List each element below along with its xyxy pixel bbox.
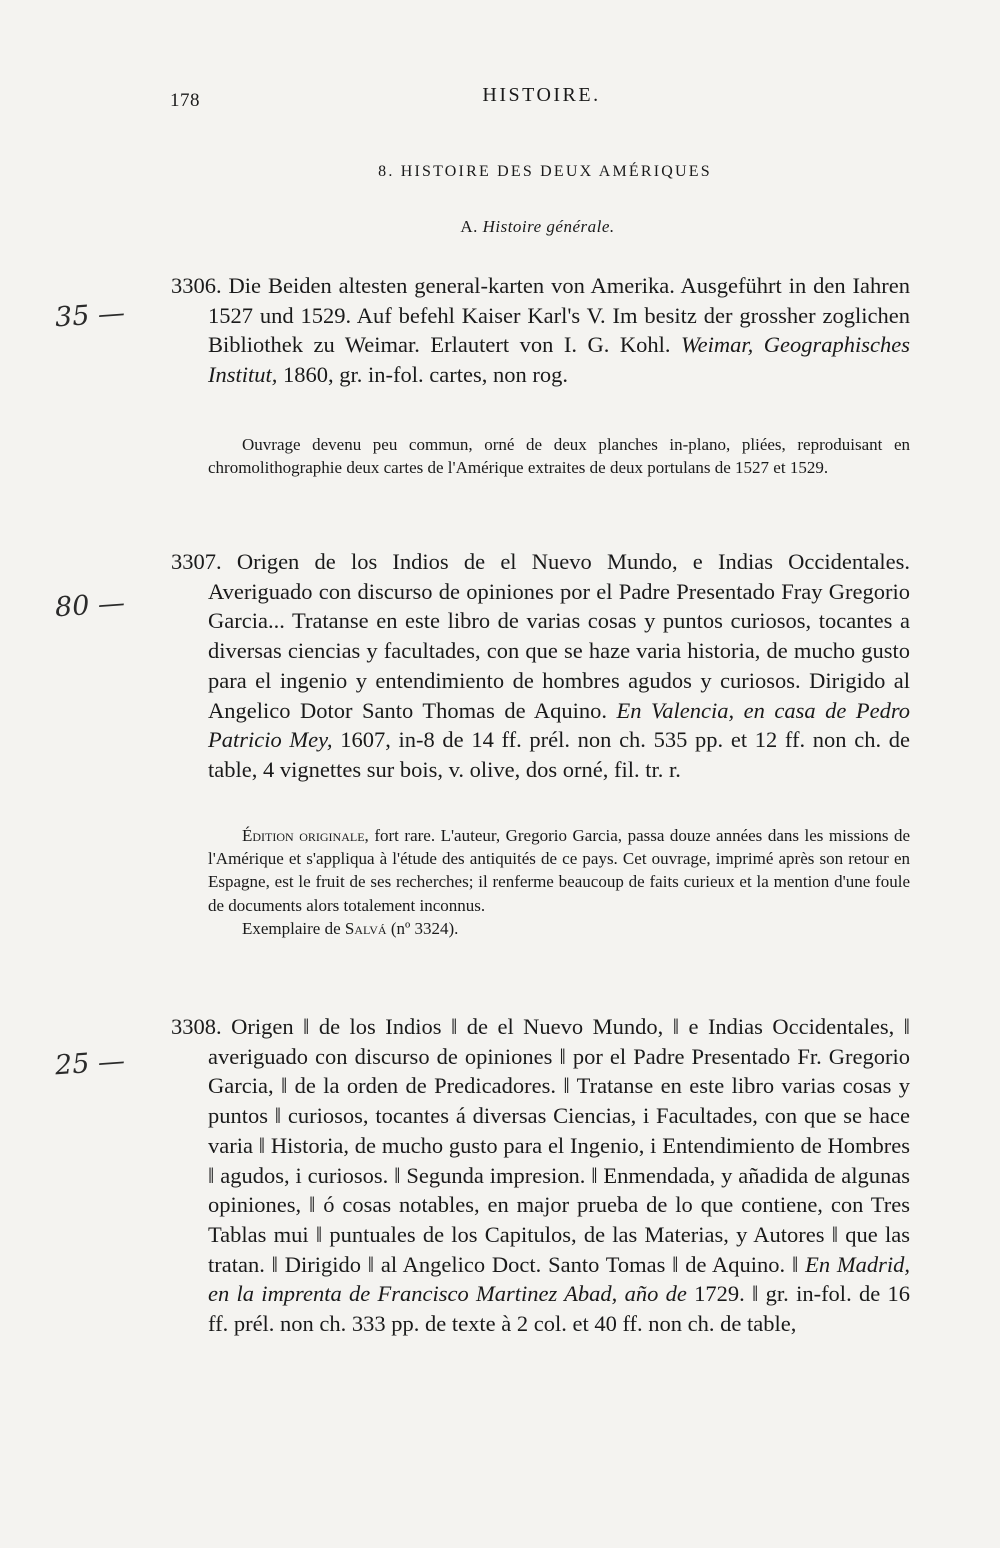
entry-imprint: Weimar, Geographisches Institut,: [208, 332, 910, 388]
note-provenance: [208, 917, 910, 940]
note-body: fort rare. L'auteur, Gregorio Garcia, passa douze années dans les missions de l'Amérique et s'appliqua à l'étude des antiquités de ce pays. Cet ouvrage, imprimé après son retour en Espagne, est le fruit de ses recherches; il renferme beaucoup de faits curieux et la mention d'une foule de documents alors totalement inconnus.: [208, 826, 911, 915]
section-heading: 8. HISTOIRE DES DEUX AMÉRIQUES: [378, 163, 712, 180]
subsection-prefix: A.: [460, 217, 483, 236]
running-title: HISTOIRE.: [482, 84, 601, 106]
entry-imprint: En Madrid, en la imprenta de Francisco Martinez Abad, año de: [208, 1251, 911, 1307]
note-text: [208, 824, 910, 917]
entry-number: 3306.: [171, 273, 222, 298]
provenance-prefix: Exemplaire de: [242, 918, 345, 938]
note-smallcaps: Édition originale,: [242, 826, 369, 845]
subsection-title: Histoire générale.: [482, 217, 615, 236]
entry-text: Origen de los Indios de el Nuevo Mundo, e Indias Occidentales. Averiguado con discurso de opiniones por el Padre Presentado Fray Gregorio Garcia... Tratanse en este libro de varias cosas y puntos curiosos, tocantes a diversas ciencias y facultades, con que se haze varia historia, de mucho gusto para el ingenio y entendimiento de hombres agudos y curiosos. Dirigido al Angelico Dotor Santo Thomas de Aquino.: [208, 549, 910, 723]
note-text: Ouvrage devenu peu commun, orné de deux planches in-plano, pliées, reproduisant en chromolithographie deux cartes de l'Amérique extraites de deux portulans de 1527 et 1529.: [208, 435, 910, 478]
entry-description: 1860, gr. in-fol. cartes, non rog.: [277, 362, 568, 388]
entry-imprint: En Valencia, en casa de Pedro Patricio Mey,: [208, 697, 910, 753]
entry-note: [208, 433, 910, 479]
margin-price-note: 25 —: [54, 1045, 126, 1082]
margin-price-note: 80 —: [54, 587, 126, 624]
entry-text: Origen ‖ de los Indios ‖ de el Nuevo Mundo, ‖ e Indias Occidentales, ‖ averiguado con discurso de opiniones ‖ por el Padre Presentado Fr. Gregorio Garcia, ‖ de la orden de Predicadores. ‖ Tratanse en este libro varias cosas y puntos ‖ curiosos, tocantes á diversas Ciencias, i Facultades, con que se hace varia ‖ Historia, de mucho gusto para el Ingenio, i Entendimiento de Hombres ‖ agudos, i curiosos. ‖ Segunda impresion. ‖ Enmendada, y añadida de algunas opiniones, ‖ ó cosas notables, en major prueba de lo que contiene, con Tres Tablas mui ‖ puntuales de los Capitulos, de las Materias, y Autores ‖ que las tratan. ‖ Dirigido ‖ al Angelico Doct. Santo Tomas ‖ de Aquino. ‖: [208, 1014, 910, 1277]
page-number: 178: [170, 90, 200, 111]
entry-number: 3307.: [171, 549, 222, 574]
entry-number: 3308.: [171, 1014, 222, 1039]
subsection-heading: [0, 217, 1000, 237]
entry-note: [208, 824, 910, 940]
provenance-name: Salvá: [344, 918, 387, 938]
catalog-entry: [171, 547, 910, 785]
entry-description: 1729. ‖ gr. in-fol. de 16 ff. prél. non ch. 333 pp. de texte à 2 col. et 40 ff. non ch. de table,: [208, 1281, 910, 1337]
catalog-entry: [171, 1012, 911, 1339]
entry-text: Die Beiden altesten general-karten von Amerika. Ausgeführt in den Iahren 1527 und 1529. Auf befehl Kaiser Karl's V. Im besitz der grossher zoglichen Bibliothek zu Weimar. Erlautert von I. G. Kohl.: [208, 273, 910, 358]
catalog-entry: [171, 271, 910, 390]
provenance-ref: (nº 3324).: [386, 918, 459, 938]
entry-description: 1607, in-8 de 14 ff. prél. non ch. 535 pp. et 12 ff. non ch. de table, 4 vignettes sur bois, v. olive, dos orné, fil. tr. r.: [208, 727, 910, 782]
margin-price-note: 35 —: [54, 297, 126, 334]
